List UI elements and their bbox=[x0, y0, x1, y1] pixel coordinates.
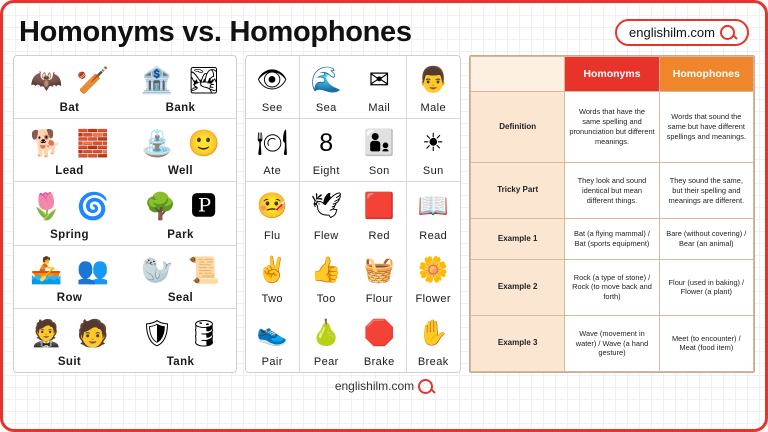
homophone-word-label: Pair bbox=[261, 356, 283, 368]
homonym-illustration-pair bbox=[16, 122, 123, 164]
homonym-illustration-pair bbox=[16, 185, 123, 227]
table-cell-homonyms: Wave (movement in water) / Wave (a hand gesture) bbox=[565, 315, 659, 371]
homonym-card bbox=[14, 309, 125, 372]
homonym-card bbox=[14, 246, 125, 309]
table-header-row bbox=[471, 57, 754, 92]
page-title: Homonyms vs. Homophones bbox=[19, 15, 412, 48]
male-person-icon: 👨 bbox=[417, 65, 449, 94]
search-icon-footer bbox=[418, 379, 433, 394]
comparison-table bbox=[470, 56, 754, 372]
homophone-word-label: Flew bbox=[313, 229, 339, 242]
homophones-picture-grid bbox=[245, 55, 461, 373]
homophone-card bbox=[300, 182, 354, 245]
father-and-son-icon: 👨‍👦 bbox=[363, 128, 395, 157]
table-row-label: Example 1 bbox=[471, 219, 565, 260]
homonym-word-label: Spring bbox=[50, 228, 89, 241]
homophone-word-label: See bbox=[261, 102, 283, 115]
lead-metal-icon: 🧱 bbox=[76, 128, 109, 159]
homophone-word-label: Too bbox=[316, 292, 336, 305]
table-cell-homophones: Words that sound the same but have different spellings and meanings. bbox=[659, 92, 753, 163]
search-icon bbox=[720, 25, 735, 40]
number-eight-icon: 8 bbox=[319, 128, 334, 157]
brake-icon: 🛑 bbox=[363, 318, 395, 347]
page-header bbox=[13, 11, 755, 53]
business-suit-icon: 🤵 bbox=[30, 318, 63, 349]
homonym-word-label: Bank bbox=[165, 102, 196, 115]
bat-animal-icon: 🦇 bbox=[30, 65, 63, 96]
homonym-word-label: Row bbox=[56, 291, 83, 304]
homophone-card bbox=[353, 182, 407, 245]
homonyms-picture-grid bbox=[13, 55, 237, 373]
homophone-word-label: Red bbox=[368, 229, 390, 242]
homophone-card bbox=[407, 246, 461, 309]
table-row bbox=[471, 259, 754, 315]
seal-animal-icon: 🦭 bbox=[141, 254, 174, 285]
envelope-mail-icon: ✉ bbox=[368, 65, 390, 94]
homophone-card bbox=[407, 309, 461, 372]
table-cell-homophones: Bare (without covering) / Bear (an animal) bbox=[659, 219, 753, 260]
sun-icon: ☀ bbox=[422, 128, 445, 157]
suits-person-icon: 🧑 bbox=[76, 318, 109, 349]
table-cell-homonyms: Rock (a type of stone) / Rock (to move back and forth) bbox=[565, 259, 659, 315]
table-row-label: Example 2 bbox=[471, 259, 565, 315]
flying-bird-icon: 🕊 bbox=[310, 192, 343, 221]
homophone-word-label: Flower bbox=[415, 292, 451, 305]
homophone-word-label: Two bbox=[261, 292, 283, 305]
comparison-table-wrapper bbox=[469, 55, 755, 373]
homonym-card bbox=[125, 119, 236, 182]
homophone-card bbox=[246, 182, 300, 245]
homophone-card bbox=[353, 246, 407, 309]
two-fingers-icon: ✌ bbox=[256, 255, 288, 284]
table-cell-homonyms: Words that have the same spelling and pronunciation but different meanings. bbox=[565, 92, 659, 163]
table-row bbox=[471, 163, 754, 219]
table-row bbox=[471, 315, 754, 371]
water-tank-icon: 🛢 bbox=[187, 318, 221, 349]
homophone-card bbox=[407, 56, 461, 119]
healthy-person-icon: 🙂 bbox=[187, 128, 220, 159]
homophone-card bbox=[353, 309, 407, 372]
homophone-card bbox=[300, 309, 354, 372]
homonym-illustration-pair bbox=[127, 59, 234, 101]
homophone-word-label: Brake bbox=[363, 356, 395, 368]
homophone-card bbox=[300, 56, 354, 119]
coil-spring-icon: 🌀 bbox=[76, 191, 109, 222]
homonym-word-label: Tank bbox=[166, 356, 195, 368]
red-paint-splash-icon: 🟥 bbox=[363, 192, 395, 221]
homonym-card bbox=[125, 246, 236, 309]
homonym-illustration-pair bbox=[127, 312, 234, 355]
table-head-homophones: Homophones bbox=[659, 57, 753, 92]
table-row bbox=[471, 219, 754, 260]
homophone-card bbox=[353, 119, 407, 182]
homophone-word-label: Flu bbox=[264, 229, 281, 242]
army-tank-icon: 🛡 bbox=[140, 318, 174, 349]
table-row-label: Tricky Part bbox=[471, 163, 565, 219]
table-cell-homophones: They sound the same, but their spelling and meanings are different. bbox=[659, 163, 753, 219]
homophone-word-label: Read bbox=[419, 229, 448, 242]
homonym-illustration-pair bbox=[16, 59, 123, 101]
homophone-card bbox=[300, 119, 354, 182]
homonym-card bbox=[125, 56, 236, 119]
table-cell-homophones: Meet (to encounter) / Meat (food item) bbox=[659, 315, 753, 371]
table-corner-cell bbox=[471, 57, 565, 92]
homonym-illustration-pair bbox=[16, 312, 123, 355]
thumbs-up-icon: 👍 bbox=[310, 255, 342, 284]
brand-badge-top[interactable] bbox=[615, 19, 749, 46]
homophone-word-label: Eight bbox=[312, 165, 340, 178]
table-row-label: Definition bbox=[471, 92, 565, 163]
homonym-word-label: Well bbox=[167, 165, 194, 178]
homophone-word-label: Male bbox=[420, 102, 446, 115]
water-well-icon: ⛲ bbox=[141, 128, 174, 159]
homophone-card bbox=[246, 246, 300, 309]
homophone-card bbox=[246, 56, 300, 119]
sick-person-icon: 🤒 bbox=[256, 192, 288, 221]
content-area bbox=[13, 55, 755, 373]
homophone-card bbox=[246, 119, 300, 182]
table-body bbox=[471, 92, 754, 372]
homophone-card bbox=[407, 119, 461, 182]
homophone-word-label: Ate bbox=[263, 165, 282, 178]
row-of-people-icon: 👥 bbox=[76, 254, 109, 285]
public-park-icon: 🌳 bbox=[144, 191, 177, 222]
homonym-word-label: Seal bbox=[167, 291, 194, 304]
flour-sack-icon: 🧺 bbox=[363, 255, 395, 284]
table-head-homonyms: Homonyms bbox=[565, 57, 659, 92]
homonym-word-label: Suit bbox=[57, 356, 82, 368]
homonym-card bbox=[125, 309, 236, 372]
homophone-word-label: Mail bbox=[368, 102, 391, 115]
person-seeing-icon: 👁 bbox=[256, 65, 289, 94]
person-reading-icon: 📖 bbox=[417, 192, 449, 221]
sea-waves-icon: 🌊 bbox=[310, 65, 342, 94]
homophone-word-label: Sea bbox=[315, 102, 337, 115]
table-cell-homonyms: Bat (a flying mammal) / Bat (sports equipment) bbox=[565, 219, 659, 260]
homonym-card bbox=[125, 182, 236, 245]
homophone-word-label: Flour bbox=[365, 292, 393, 305]
river-bank-icon: 🏞 bbox=[187, 65, 221, 96]
homonym-word-label: Bat bbox=[59, 102, 80, 115]
homophone-card bbox=[246, 309, 300, 372]
person-eating-icon: 🍽 bbox=[256, 128, 289, 157]
homophone-card bbox=[353, 56, 407, 119]
homonym-illustration-pair bbox=[127, 185, 234, 227]
bank-building-icon: 🏦 bbox=[140, 65, 174, 96]
flower-icon: 🌼 bbox=[417, 255, 449, 284]
wax-seal-icon: 📜 bbox=[187, 254, 220, 285]
homonym-illustration-pair bbox=[16, 249, 123, 291]
homonym-card bbox=[14, 182, 125, 245]
table-row bbox=[471, 92, 754, 163]
dog-leash-icon: 🐕 bbox=[30, 128, 63, 159]
homonym-illustration-pair bbox=[127, 249, 234, 291]
page-footer bbox=[13, 373, 755, 399]
homonym-word-label: Lead bbox=[55, 165, 84, 178]
homonym-card bbox=[14, 56, 125, 119]
table-cell-homophones: Flour (used in baking) / Flower (a plant) bbox=[659, 259, 753, 315]
breaking-hand-icon: ✋ bbox=[417, 318, 449, 347]
table-cell-homonyms: They look and sound identical but mean different things. bbox=[565, 163, 659, 219]
brand-label-bottom: englishilm.com bbox=[334, 379, 415, 393]
brand-label-top: englishilm.com bbox=[629, 24, 715, 40]
homophone-card bbox=[407, 182, 461, 245]
baseball-bat-icon: 🏏 bbox=[76, 65, 109, 96]
homonym-card bbox=[14, 119, 125, 182]
homophone-word-label: Sun bbox=[422, 165, 444, 178]
spring-flowers-icon: 🌷 bbox=[30, 191, 63, 222]
pear-fruit-icon: 🍐 bbox=[310, 318, 342, 347]
homonym-illustration-pair bbox=[127, 122, 234, 164]
homophone-word-label: Son bbox=[368, 165, 390, 178]
homophone-word-label: Pear bbox=[313, 356, 339, 368]
pair-of-shoes-icon: 👟 bbox=[256, 318, 288, 347]
rowing-boat-icon: 🚣 bbox=[30, 254, 63, 285]
homophone-card bbox=[300, 246, 354, 309]
homonym-word-label: Park bbox=[167, 228, 194, 241]
parking-car-icon: 🅿 bbox=[190, 191, 217, 222]
homophone-word-label: Break bbox=[417, 356, 449, 368]
table-row-label: Example 3 bbox=[471, 315, 565, 371]
